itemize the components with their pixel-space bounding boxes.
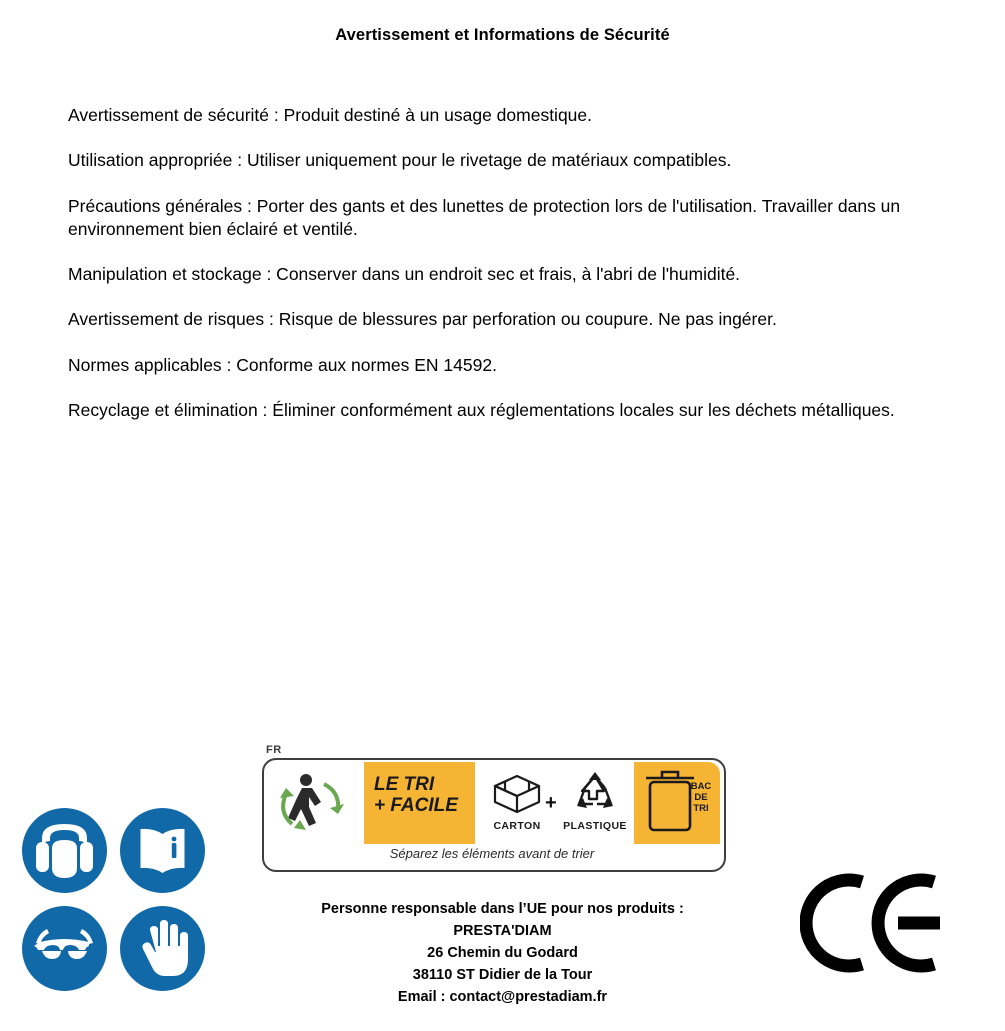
paragraph-general-precautions: Précautions générales : Porter des gants et des lunettes de protection lors de l'utilisation. Travailler dans un environnement bien éclairé et ventilé. [68, 195, 901, 239]
responsible-suffix: pour nos produits : [546, 901, 684, 917]
responsible-region: UE [526, 901, 547, 917]
triman-recycling-label [262, 744, 722, 872]
company-address-line-2: 38110 ST Didier de la Tour [412, 967, 593, 984]
ce-marking-icon [800, 868, 950, 978]
bin-label [684, 782, 718, 815]
ear-protection-icon [22, 808, 107, 893]
label-footnote: Séparez les éléments avant de trier [389, 846, 595, 861]
bin-label-line3: TRI [693, 802, 709, 814]
company-email: Email : contact@prestadiam.fr [397, 989, 608, 1006]
paragraph-risk-warning: Avertissement de risques : Risque de blessures par perforation ou coupure. Ne pas ingérer. [68, 309, 777, 330]
label-headline-line1: LE TRI [374, 774, 435, 795]
company-address-line-1: 26 Chemin du Godard [427, 945, 578, 962]
responsible-prefix: Personne responsable dans l’ [321, 901, 527, 917]
bin-label-line1: BAC [690, 781, 712, 792]
paragraph-safety-warning: Avertissement de sécurité : Produit destiné à un usage domestique. [68, 105, 593, 125]
safety-information-body [68, 104, 938, 444]
plus-separator: + [545, 792, 557, 814]
bin-label-line2: DE [694, 791, 708, 803]
carton-icon [485, 770, 549, 814]
read-instructions-icon [120, 808, 205, 893]
label-headline [374, 774, 474, 817]
triman-icon [272, 768, 360, 838]
page-title: Avertissement et Informations de Sécurité [335, 26, 670, 44]
plastic-recycle-icon [563, 770, 627, 814]
company-name: PRESTA'DIAM [453, 923, 552, 940]
paragraph-recycling-disposal: Recyclage et élimination : Éliminer conformément aux réglementations locales sur les déchets métalliques. [68, 399, 895, 420]
material-2-label: PLASTIQUE [563, 820, 627, 832]
label-headline-line2: + FACILE [374, 795, 458, 817]
paragraph-proper-use: Utilisation appropriée : Utiliser uniquement pour le rivetage de matériaux compatibles. [68, 150, 732, 171]
material-1-label: CARTON [493, 820, 541, 832]
plastique-block [556, 770, 634, 832]
recycling-label-box [262, 758, 726, 872]
paragraph-handling-storage: Manipulation et stockage : Conserver dans un endroit sec et frais, à l'abri de l'humidité. [68, 264, 741, 285]
country-tag: FR [266, 744, 282, 756]
paragraph-applicable-standards: Normes applicables : Conforme aux normes EN 14592. [68, 354, 497, 375]
carton-block [482, 770, 552, 832]
